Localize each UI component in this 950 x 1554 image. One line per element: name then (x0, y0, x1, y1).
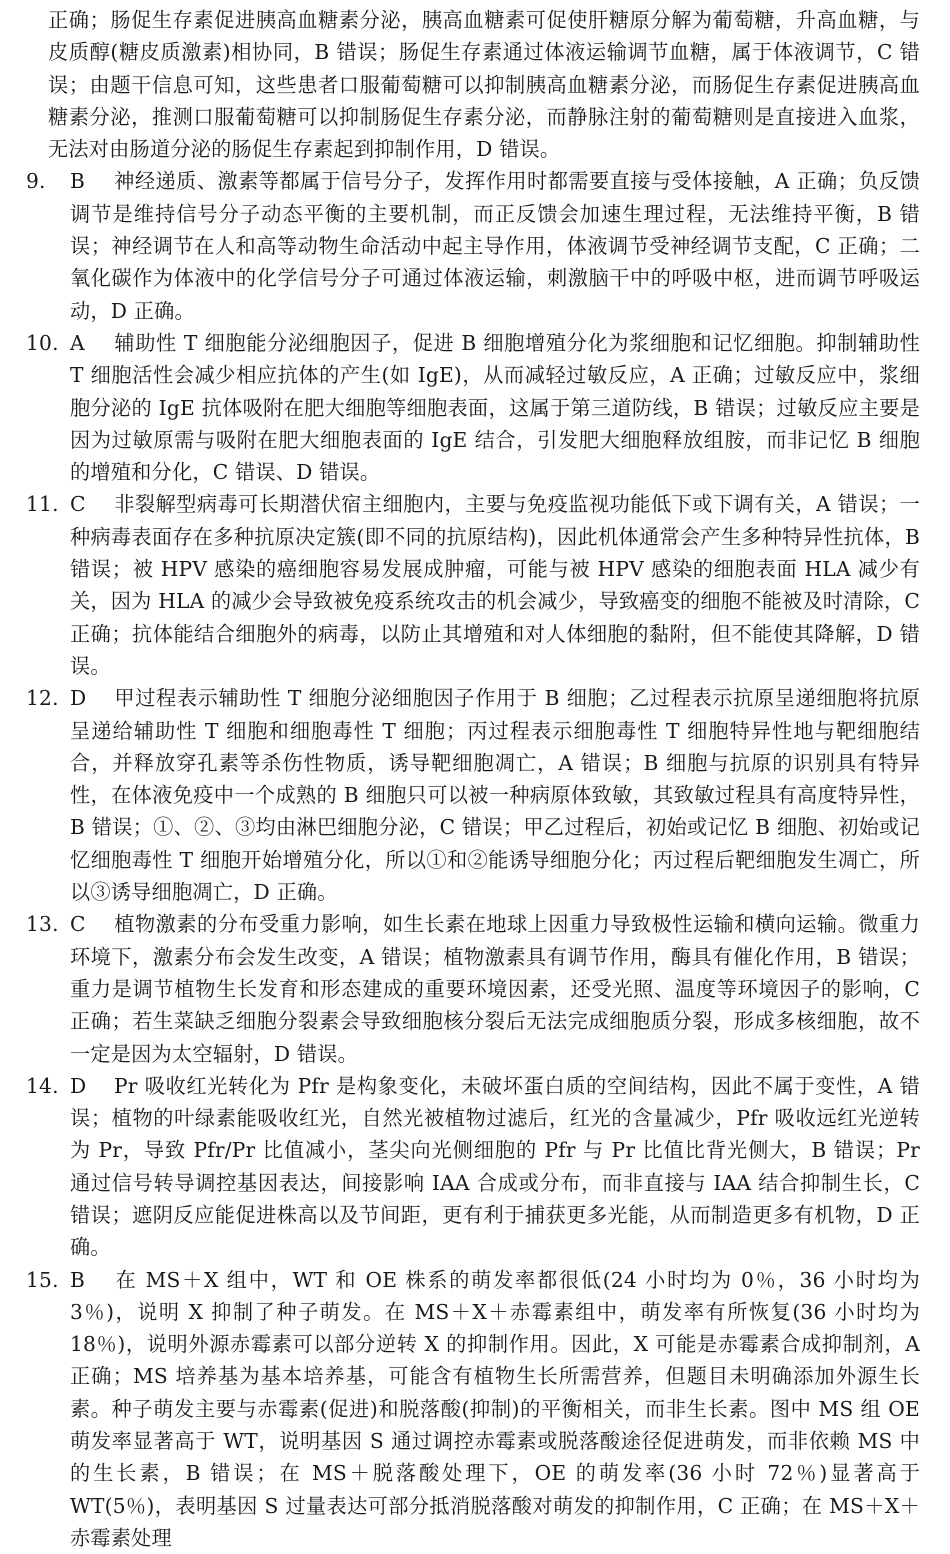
item-answer: A (70, 330, 85, 355)
item-number: 13. (26, 912, 59, 937)
item-answer: C (70, 912, 86, 937)
item-answer: B (70, 1267, 86, 1292)
item-explanation: 甲过程表示辅助性 T 细胞分泌细胞因子作用于 B 细胞；乙过程表示抗原呈递细胞将抗原呈递给辅助性 T 细胞和细胞毒性 T 细胞；丙过程表示细胞毒性 T 细胞特异性地与靶细胞结合，并释放穿孔素等杀伤性物质，诱导靶细胞凋亡，A 错误；B 细胞与抗原的识别具有特异性，在体液免疫中一个成熟的 B 细胞只可以被一种病原体致敏，其致敏过程具有高度特异性，B 错误；①、②、③均由淋巴细胞分泌，C 错误；甲乙过程后，初始或记忆 B 细胞、初始或记忆细胞毒性 T 细胞开始增殖分化，所以①和②能诱导细胞分化；丙过程后靶细胞发生凋亡，所以③诱导细胞凋亡，D 正确。 (70, 686, 920, 905)
item-answer: D (70, 686, 87, 711)
item-number: 9. (26, 169, 46, 194)
answer-item-9 (26, 165, 920, 326)
item-number: 15. (26, 1267, 59, 1292)
item-explanation: 辅助性 T 细胞能分泌细胞因子，促进 B 细胞增殖分化为浆细胞和记忆细胞。抑制辅助性 T 细胞活性会减少相应抗体的产生(如 IgE)，从而减轻过敏反应，A 正确；过敏反应中，浆细胞分泌的 IgE 抗体吸附在肥大细胞等细胞表面，这属于第三道防线，B 错误；过敏反应主要是因为过敏原需与吸附在肥大细胞表面的 IgE 结合，引发肥大细胞释放组胺，而非记忆 B 细胞的增殖和分化，C 错误、D 错误。 (70, 330, 920, 485)
item-number: 12. (26, 686, 59, 711)
item-explanation: Pr 吸收红光转化为 Pfr 是构象变化，未破坏蛋白质的空间结构，因此不属于变性，A 错误；植物的叶绿素能吸收红光，自然光被植物过滤后，红光的含量减少，Pfr 吸收远红光逆转为 Pr，导致 Pfr/Pr 比值减小，茎尖向光侧细胞的 Pfr 与 Pr 比值比背光侧大，B 错误；Pr 通过信号转导调控基因表达，间接影响 IAA 合成或分布，而非直接与 IAA 结合抑制生长，C 错误；遮阴反应能促进株高以及节间距，更有利于捕获更多光能，从而制造更多有机物，D 正确。 (70, 1073, 920, 1260)
item-answer: D (70, 1073, 87, 1098)
item-answer: B (70, 169, 86, 194)
answer-item-14 (26, 1070, 920, 1264)
answer-item-11 (26, 488, 920, 682)
item-explanation: 植物激素的分布受重力影响，如生长素在地球上因重力导致极性运输和横向运输。微重力环境下，激素分布会发生改变，A 错误；植物激素具有调节作用，酶具有催化作用，B 错误；重力是调节植物生长发育和形态建成的重要环境因素，还受光照、温度等环境因子的影响，C 正确；若生菜缺乏细胞分裂素会导致细胞核分裂后无法完成细胞质分裂，形成多核细胞，故不一定是因为太空辐射，D 错误。 (70, 912, 920, 1066)
item-explanation: 在 MS＋X 组中，WT 和 OE 株系的萌发率都很低(24 小时均为 0％，36 小时均为 3％)，说明 X 抑制了种子萌发。在 MS＋X＋赤霉素组中，萌发率有所恢复(36 小时均为 18％)，说明外源赤霉素可以部分逆转 X 的抑制作用。因此，X 可能是赤霉素合成抑制剂，A 正确；MS 培养基为基本培养基，可能含有植物生长所需营养，但题目未明确添加外源生长素。种子萌发主要与赤霉素(促进)和脱落酸(抑制)的平衡相关，而非生长素。图中 MS 组 OE 萌发率显著高于 WT，说明基因 S 通过调控赤霉素或脱落酸途径促进萌发，而非依赖 MS 中的生长素，B 错误；在 MS＋脱落酸处理下，OE 的萌发率(36 小时 72％)显著高于 WT(5％)，表明基因 S 过量表达可部分抵消脱落酸对萌发的抑制作用，C 正确；在 MS＋X＋赤霉素处理 (70, 1267, 920, 1550)
item-explanation: 非裂解型病毒可长期潜伏宿主细胞内，主要与免疫监视功能低下或下调有关，A 错误；一种病毒表面存在多种抗原决定簇(即不同的抗原结构)，因此机体通常会产生多种特异性抗体，B 错误；被 HPV 感染的癌细胞容易发展成肿瘤，可能与被 HPV 感染的细胞表面 HLA 减少有关，因为 HLA 的减少会导致被免疫系统攻击的机会减少，导致癌变的细胞不能被及时清除，C 正确；抗体能结合细胞外的病毒，以防止其增殖和对人体细胞的黏附，但不能使其降解，D 错误。 (70, 492, 920, 678)
item-explanation: 神经递质、激素等都属于信号分子，发挥作用时都需要直接与受体接触，A 正确；负反馈调节是维持信号分子动态平衡的主要机制，而正反馈会加速生理过程，无法维持平衡，B 错误；神经调节在人和高等动物生命活动中起主导作用，体液调节受神经调节支配，C 正确；二氧化碳作为体液中的化学信号分子可通过体液运输，刺激脑干中的呼吸中枢，进而调节呼吸运动，D 正确。 (70, 169, 920, 323)
answer-item-10 (26, 327, 920, 488)
item-number: 14. (26, 1073, 59, 1098)
item-number: 10. (26, 330, 59, 355)
answer-item-12 (26, 682, 920, 908)
continued-explanation: 正确；肠促生存素促进胰高血糖素分泌，胰高血糖素可促使肝糖原分解为葡萄糖，升高血糖，与皮质醇(糖皮质激素)相协同，B 错误；肠促生存素通过体液运输调节血糖，属于体液调节，C 错误；由题干信息可知，这些患者口服葡萄糖可以抑制胰高血糖素分泌，而肠促生存素促进胰高血糖素分泌，推测口服葡萄糖可以抑制肠促生存素分泌，而静脉注射的葡萄糖则是直接进入血浆，无法对由肠道分泌的肠促生存素起到抑制作用，D 错误。 (48, 8, 920, 162)
answer-item-13 (26, 908, 920, 1069)
item-number: 11. (26, 492, 59, 517)
item-answer: C (70, 492, 86, 517)
answer-item-15 (26, 1264, 920, 1554)
